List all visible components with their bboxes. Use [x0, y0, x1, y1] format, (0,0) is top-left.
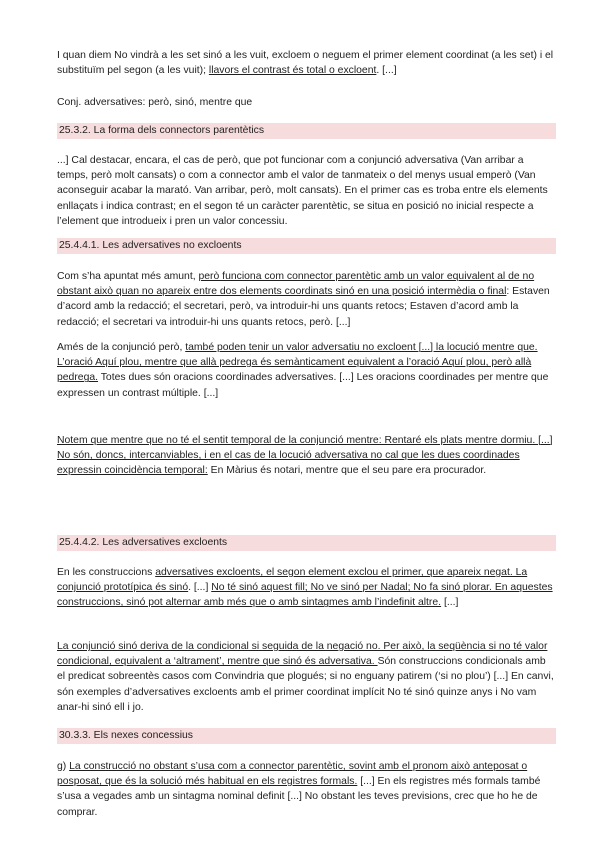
- text-segment: I quan diem No vindrà a les set sinó a les vuit, excloem o neguem el primer element coordinat (a les set) i el substituïm pel segon (a les vuit);: [57, 50, 554, 77]
- paragraph: [57, 153, 556, 229]
- underlined-text: La conjunció sinó deriva de la condicional si seguida de la negació no. Per això, la seqüència si no té valor condicional, equivalent a ‘altrament’, mentre que sinó és adversativa.: [57, 641, 548, 668]
- text-segment: [...] En els registres més formals també s’usa a vegades amb un sintagma nominal definit [...] No obstant les teves previsions, crec que ho he de comprar.: [57, 776, 541, 818]
- underlined-text: No té sinó aquest fill; No ve sinó per Nadal; No fa sinó plorar. En aquestes construccions, sinó pot alternar amb més que o amb sintagmes amb l’indefinit altre.: [57, 582, 553, 609]
- text-segment: . [...]: [376, 65, 397, 77]
- text-segment: [...]: [441, 597, 459, 609]
- text-segment: : Estaven d’acord amb la redacció; el secretari, però, va introduir-hi uns quants retocs; Estaven d’acord amb la redacció; el secretari va introduir-hi uns quants retocs, però. [...]: [57, 286, 550, 328]
- text-segment: . [...]: [188, 582, 212, 594]
- text-segment: g): [57, 761, 70, 772]
- section-heading: 25.3.2. La forma dels connectors parentètics: [57, 123, 556, 139]
- section-heading: 25.4.4.2. Les adversatives excloents: [57, 535, 556, 551]
- paragraph: [57, 48, 556, 78]
- underlined-text: però funciona com connector parentètic amb un valor equivalent al de no obstant això quan no apareix entre dos elements coordinats sinó en una posició intermèdia o final: [57, 271, 535, 298]
- underlined-text: llavors el contrast és total o excloent: [208, 65, 377, 77]
- text-segment: Són construccions condicionals amb el predicat sobreentès casos com Convindria que plogués; si no enguany patirem (‘si no plou’) [...] En canvi, són exemples d’adversatives excloents amb el primer coordinat implícit No té sinó quinze anys i No vam anar-hi sinó ell i jo.: [57, 656, 554, 713]
- text-segment: Amés de la conjunció però,: [57, 342, 186, 353]
- paragraph: [57, 269, 556, 330]
- text-segment: Totes dues són oracions coordinades adversatives. [...] Les oracions coordinades per mentre que expressen un contrast múltiple. [...]: [57, 372, 549, 399]
- text-segment: Conj. adversatives: però, sinó, mentre que: [57, 97, 253, 108]
- text-segment: En Màrius és notari, mentre que el seu pare era procurador.: [207, 465, 487, 477]
- paragraph: [57, 565, 556, 611]
- text-segment: Com s’ha apuntat més amunt,: [57, 271, 199, 282]
- paragraph: [57, 759, 556, 820]
- paragraph: [57, 639, 556, 715]
- underlined-text: Notem que mentre que no té el sentit temporal de la conjunció mentre: Rentaré els plats mentre dormiu. [...] No són, doncs, intercanviables, i en el cas de la locució adversativa no cal que les dues coordinades expressin coincidència temporal:: [57, 435, 553, 477]
- section-heading: 30.3.3. Els nexes concessius: [57, 728, 556, 744]
- paragraph: [57, 433, 556, 479]
- paragraph: [57, 95, 556, 110]
- underlined-text: també poden tenir un valor adversatiu no excloent [...] la locució mentre que. L’oració Aquí plou, mentre que allà pedrega és semànticament equivalent a l’oració Aquí plou, però allà pedrega.: [57, 342, 538, 384]
- section-heading: 25.4.4.1. Les adversatives no excloents: [57, 238, 556, 254]
- underlined-text: La construcció no obstant s’usa com a connector parentètic, sovint amb el pronom això anteposat o posposat, que és la solució més habitual en els registres formals.: [57, 761, 528, 788]
- text-segment: En les construccions: [57, 567, 156, 578]
- text-segment: ...] Cal destacar, encara, el cas de però, que pot funcionar com a conjunció adversativa (Van arribar a temps, però molt cansats) o com a connector amb el valor de tanmateix o del menys usual emperò (Van aconseguir acabar la marató. Van arribar, però, molt cansats). En el primer cas es troba entre els elements enllaçats i indica contrast; en el segon té un caràcter parentètic, se situa en posició no inicial respecte a l’element que introdueix i pren un valor concessiu.: [57, 155, 548, 227]
- underlined-text: adversatives excloents, el segon element exclou el primer, que apareix negat. La conjunció prototípica és sinó: [57, 567, 528, 594]
- paragraph: [57, 340, 556, 401]
